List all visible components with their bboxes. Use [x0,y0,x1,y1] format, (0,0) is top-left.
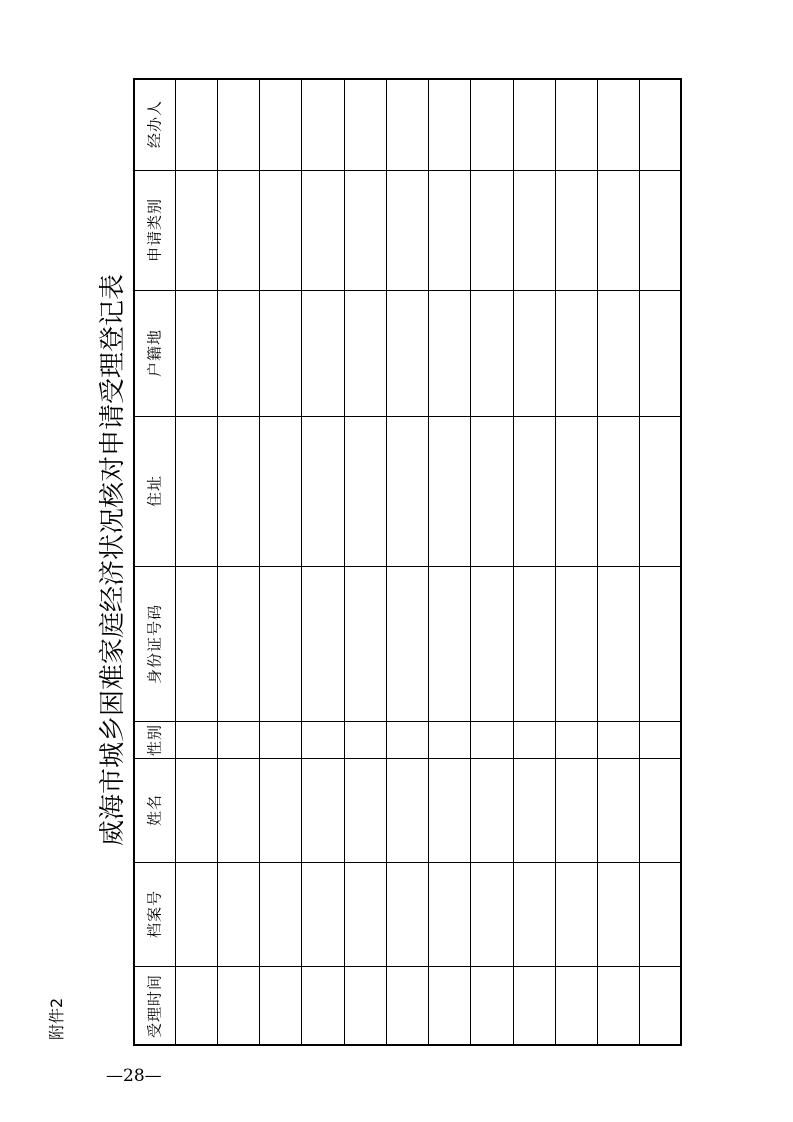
table-frame [133,78,682,1046]
header-handler: 经办人 [145,99,164,149]
page-number: —28— [106,1066,162,1086]
header-household-registration: 户籍地 [145,328,164,378]
header-gender: 性别 [145,723,164,756]
header-file-number: 档案号 [145,889,164,939]
registration-table [133,78,682,1046]
header-application-type: 申请类别 [145,197,164,263]
header-accept-time: 受理时间 [145,973,164,1039]
page-title: 威海市城乡困难家庭经济状况核对申请受理登记表 [98,274,128,847]
header-id-number: 身份证号码 [145,603,164,684]
header-name: 姓名 [145,793,164,827]
header-address: 住址 [145,474,164,508]
attachment-label: 附件2 [47,997,66,1040]
